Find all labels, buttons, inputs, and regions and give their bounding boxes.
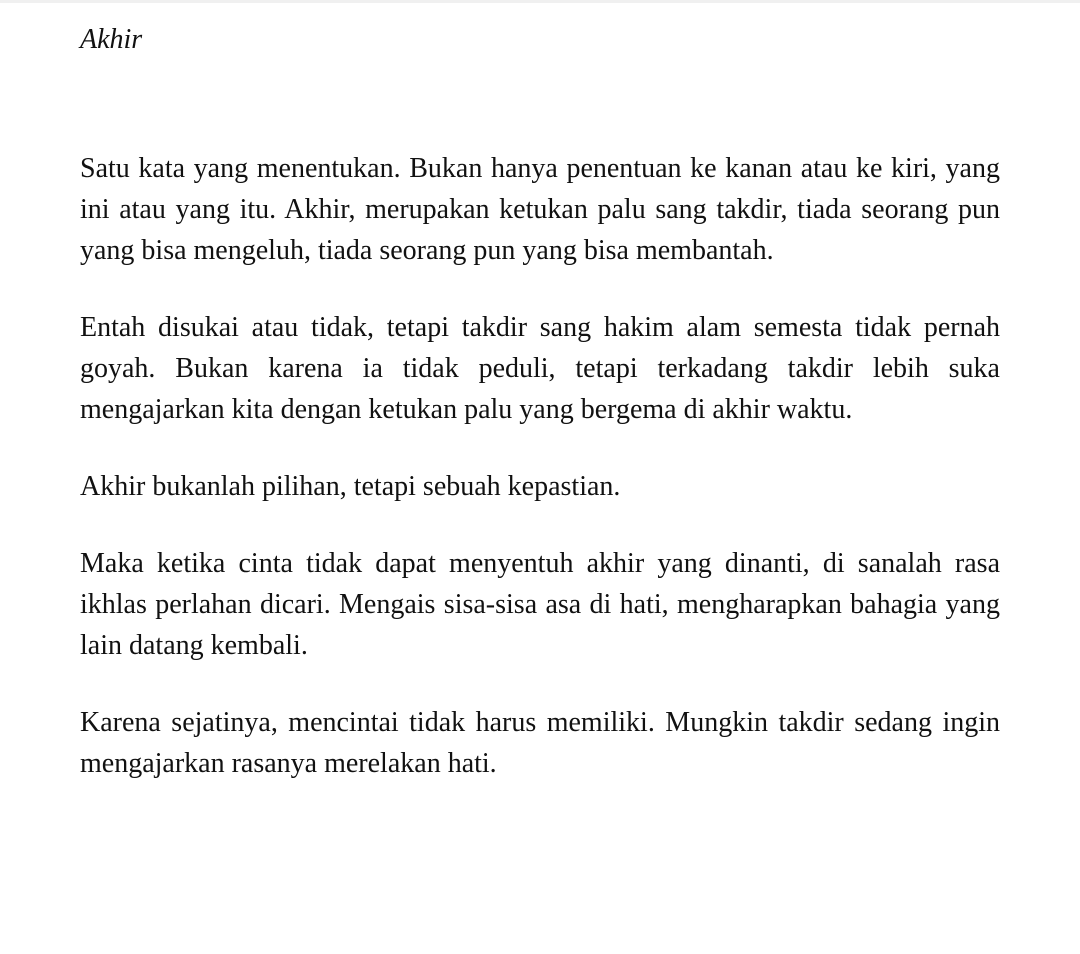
paragraph-1: Satu kata yang menentukan. Bukan hanya penentuan ke kanan atau ke kiri, yang ini atau yang itu. Akhir, merupakan ketukan palu sang takdir, tiada seorang pun yang bisa mengeluh, tiada seorang pun yang bisa membantah. (80, 153, 1000, 266)
top-divider (0, 0, 1080, 3)
paragraph-5: Karena sejatinya, mencintai tidak harus memiliki. Mungkin takdir sedang ingin mengajarkan rasanya merelakan hati. (80, 707, 1000, 779)
paragraph-4: Maka ketika cinta tidak dapat menyentuh akhir yang dinanti, di sanalah rasa ikhlas perlahan dicari. Mengais sisa-sisa asa di hati, mengharapkan bahagia yang lain datang kembali. (80, 548, 1000, 661)
document-title: Akhir (80, 24, 143, 55)
paragraph-3: Akhir bukanlah pilihan, tetapi sebuah kepastian. (80, 471, 621, 502)
document-body (80, 148, 1000, 820)
paragraph-2: Entah disukai atau tidak, tetapi takdir sang hakim alam semesta tidak pernah goyah. Bukan karena ia tidak peduli, tetapi terkadang takdir lebih suka mengajarkan kita dengan ketukan palu yang bergema di akhir waktu. (80, 312, 1000, 425)
